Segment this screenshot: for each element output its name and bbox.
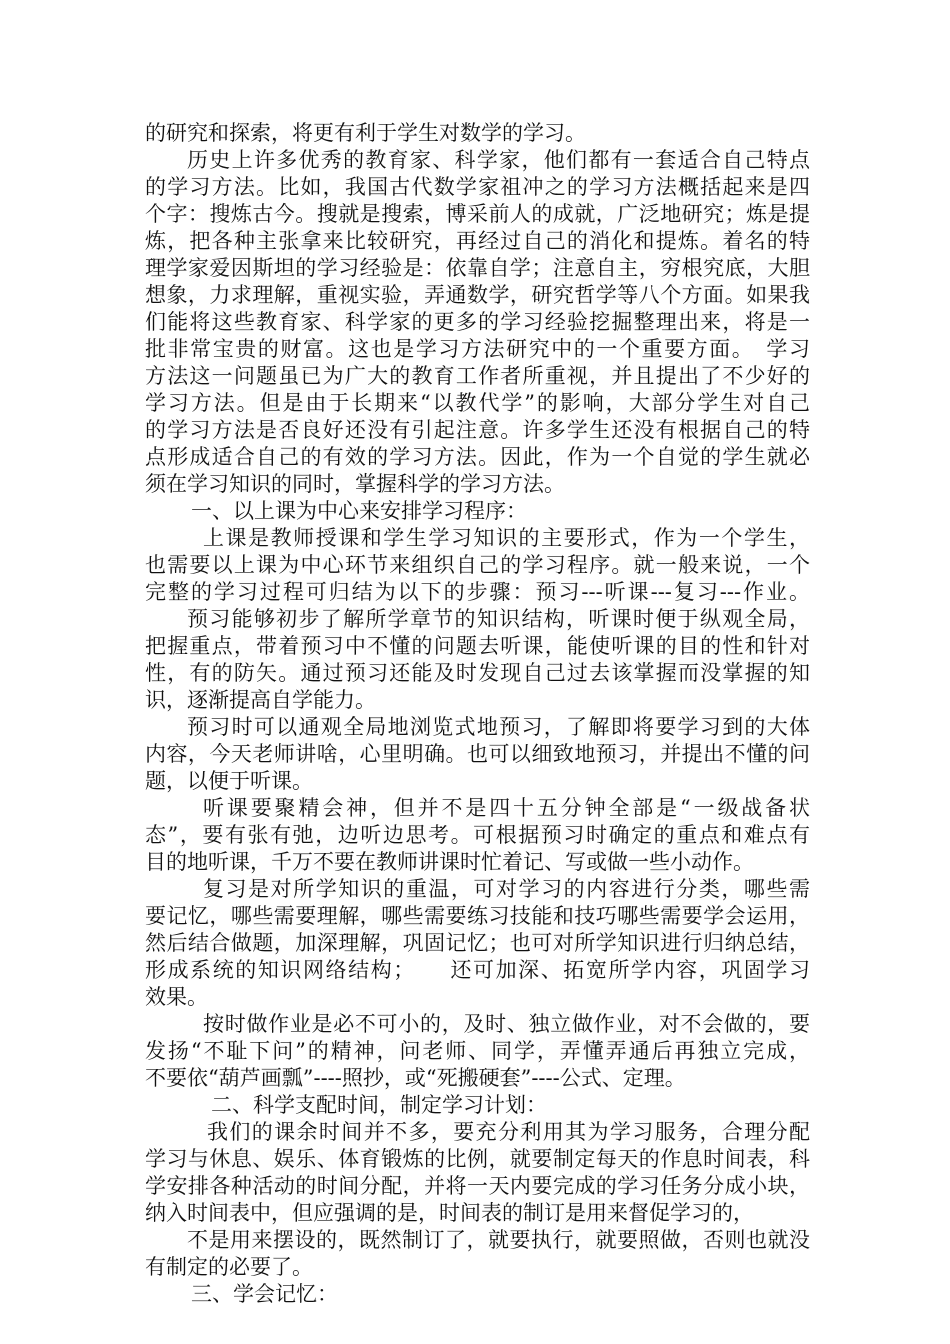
text-line: 形成系统的知识网络结构； 还可加深、拓宽所学内容，巩固学习 bbox=[145, 958, 810, 982]
text-line: 点形成适合自己的有效的学习方法。因此，作为一个自觉的学生就必 bbox=[145, 445, 810, 469]
text-line: 的研究和探索，将更有利于学生对数学的学习。 bbox=[145, 121, 586, 145]
text-line: 性，有的防矢。通过预习还能及时发现自己过去该掌握而没掌握的知 bbox=[145, 661, 810, 685]
text-line: 效果。 bbox=[145, 985, 208, 1009]
text-line: 方法这一问题虽已为广大的教育工作者所重视，并且提出了不少好的 bbox=[145, 364, 810, 388]
text-line: 复习是对所学知识的重温，可对学习的内容进行分类，哪些需 bbox=[203, 877, 810, 901]
text-line: 然后结合做题，加深理解，巩固记忆；也可对所学知识进行归纳总结， bbox=[145, 931, 810, 955]
text-line: 识，逐渐提高自学能力。 bbox=[145, 688, 376, 712]
section-heading: 三、学会记忆： bbox=[191, 1282, 338, 1306]
text-line: 预习能够初步了解所学章节的知识结构，听课时便于纵观全局， bbox=[187, 607, 810, 631]
text-line: 目的地听课，千万不要在教师讲课时忙着记、写或做一些小动作。 bbox=[145, 850, 754, 874]
text-line: 把握重点，带着预习中不懂的问题去听课，能使听课的目的性和针对 bbox=[145, 634, 810, 658]
text-line: 态”，要有张有弛，边听边思考。可根据预习时确定的重点和难点有 bbox=[145, 823, 810, 847]
text-line: 内容，今天老师讲啥，心里明确。也可以细致地预习，并提出不懂的问 bbox=[145, 742, 810, 766]
text-line: 也需要以上课为中心环节来组织自己的学习程序。就一般来说，一个 bbox=[145, 553, 810, 577]
text-line: 听课要聚精会神，但并不是四十五分钟全部是“一级战备状 bbox=[203, 796, 810, 820]
text-line: 须在学习知识的同时，掌握科学的学习方法。 bbox=[145, 472, 565, 496]
section-heading: 二、科学支配时间，制定学习计划： bbox=[211, 1093, 547, 1117]
text-line: 完整的学习过程可归结为以下的步骤：预习---听课---复习---作业。 bbox=[145, 580, 810, 604]
text-line: 按时做作业是必不可小的，及时、独立做作业，对不会做的，要 bbox=[203, 1012, 810, 1036]
text-line: 个字：搜炼古今。搜就是搜索，博采前人的成就，广泛地研究；炼是提 bbox=[145, 202, 810, 226]
text-line: 历史上许多优秀的教育家、科学家，他们都有一套适合自己特点 bbox=[187, 148, 810, 172]
text-line: 的学习方法。比如，我国古代数学家祖冲之的学习方法概括起来是四 bbox=[145, 175, 810, 199]
text-line: 们能将这些教育家、科学家的更多的学习经验挖掘整理出来，将是一 bbox=[145, 310, 810, 334]
document-body bbox=[145, 120, 810, 1308]
text-line: 学习方法。但是由于长期来“以教代学”的影响，大部分学生对自己 bbox=[145, 391, 810, 415]
text-line: 的学习方法是否良好还没有引起注意。许多学生还没有根据自己的特 bbox=[145, 418, 810, 442]
section-heading: 一、以上课为中心来安排学习程序： bbox=[191, 499, 527, 523]
text-line: 理学家爱因斯坦的学习经验是：依靠自学；注意自主，穷根究底，大胆 bbox=[145, 256, 810, 280]
text-line: 想象，力求理解，重视实验，弄通数学，研究哲学等八个方面。如果我 bbox=[145, 283, 810, 307]
text-line: 纳入时间表中，但应强调的是，时间表的制订是用来督促学习的， bbox=[145, 1201, 754, 1225]
text-line: 学习与休息、娱乐、体育锻炼的比例，就要制定每天的作息时间表，科 bbox=[145, 1147, 810, 1171]
text-line: 批非常宝贵的财富。这也是学习方法研究中的一个重要方面。 学习 bbox=[145, 337, 810, 361]
text-line: 预习时可以通观全局地浏览式地预习，了解即将要学习到的大体 bbox=[187, 715, 810, 739]
text-line: 不是用来摆设的，既然制订了，就要执行，就要照做，否则也就没 bbox=[187, 1228, 810, 1252]
text-line: 我们的课余时间并不多，要充分利用其为学习服务，合理分配 bbox=[207, 1120, 810, 1144]
text-line: 题，以便于听课。 bbox=[145, 769, 313, 793]
text-line: 炼，把各种主张拿来比较研究，再经过自己的消化和提炼。着名的特 bbox=[145, 229, 810, 253]
text-line: 有制定的必要了。 bbox=[145, 1255, 313, 1279]
text-line: 发扬“不耻下问”的精神，问老师、同学，弄懂弄通后再独立完成， bbox=[145, 1039, 810, 1063]
text-line: 上课是教师授课和学生学习知识的主要形式，作为一个学生， bbox=[203, 526, 810, 550]
text-line: 不要依“葫芦画瓢”----照抄，或“死搬硬套”----公式、定理。 bbox=[145, 1066, 686, 1090]
text-line: 学安排各种活动的时间分配，并将一天内要完成的学习任务分成小块， bbox=[145, 1174, 810, 1198]
text-line: 要记忆，哪些需要理解，哪些需要练习技能和技巧哪些需要学会运用， bbox=[145, 904, 810, 928]
